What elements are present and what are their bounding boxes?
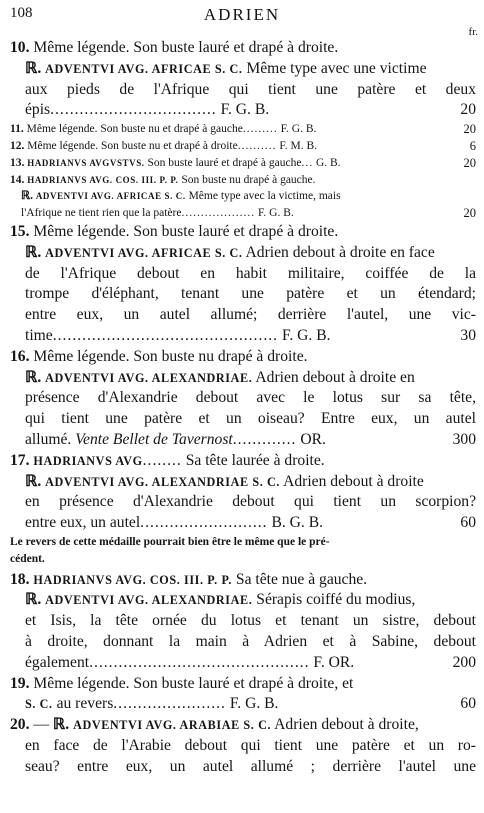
- entry-line: [10, 590, 476, 611]
- entry-number: 11.: [10, 123, 24, 136]
- entry-line: entre eux, un autel allumé; derrière l'autel, une vic-: [25, 306, 476, 324]
- description-text: Son buste nu drapé à gauche.: [178, 173, 316, 186]
- legend-text: HADRIANVS AVG. COS. III. P. P.: [27, 174, 179, 185]
- legend-text: ADVENTVI AVG. ALEXANDRIAE.: [45, 370, 253, 385]
- entry-line: [10, 326, 476, 347]
- legend-text: S. C.: [25, 697, 53, 712]
- entry-line: [10, 472, 476, 493]
- catalogue-note: [10, 534, 476, 568]
- entry-number: 20.: [10, 716, 30, 734]
- reverse-mark: ℝ.: [25, 368, 42, 386]
- metal-size: B. G. B.: [271, 514, 323, 532]
- catalogue-entry-11: [10, 121, 476, 138]
- catalogue-entry-10: [10, 38, 476, 121]
- catalogue-entry-15: [10, 222, 476, 347]
- entry-number: 14.: [10, 173, 25, 186]
- price-value: 6: [469, 138, 476, 153]
- note-line: Le revers de cette médaille pourrait bien être le même que le pré-: [10, 535, 330, 548]
- description-text: Même type avec une victime: [242, 59, 427, 77]
- entry-line: [10, 347, 476, 368]
- metal-size: F. G. B.: [229, 695, 279, 713]
- legend-text: ADVENTVI AVG. AFRICAE S. C.: [35, 191, 186, 202]
- entry-line: à droite, donnant la main à Adrien et à Sabine, debout: [25, 632, 476, 650]
- leader-dots: ..................................: [50, 101, 217, 119]
- legend-text: ADVENTVI AVG. ARABIAE S. C.: [73, 718, 272, 733]
- entry-line: [10, 674, 476, 695]
- entry-line: qui tient une patère et un oiseau? Entre eux, un autel: [25, 410, 476, 428]
- price-value: 300: [452, 430, 476, 448]
- reverse-mark: ℝ.: [21, 190, 33, 203]
- description-text: Même type avec la victime, mais: [185, 190, 341, 203]
- legend-text: ADVENTVI AVG. ALEXANDRIAE.: [45, 593, 253, 608]
- page-number: 108: [10, 5, 33, 21]
- leader-dots: .......................: [113, 695, 226, 713]
- catalogue-entry-12: [10, 138, 476, 155]
- entry-number: 19.: [10, 674, 30, 692]
- leader-dots: ..........: [237, 139, 277, 152]
- obverse-text: Même légende. Son buste nu drapé à droite.: [33, 347, 308, 365]
- metal-size: F. G. B.: [220, 101, 270, 119]
- catalogue-entry-17: [10, 451, 476, 534]
- obverse-text: Même légende. Son buste lauré et drapé à droite.: [33, 222, 339, 240]
- entry-line: [10, 694, 476, 715]
- price-value: 200: [452, 653, 476, 671]
- obverse-text: Sa tête laurée à droite.: [181, 451, 325, 469]
- entry-line: de l'Afrique debout en habit militaire, coiffée de la: [25, 264, 476, 282]
- description-text: Adrien debout à droite: [280, 472, 424, 490]
- entry-line: [10, 138, 476, 155]
- entry-number: 16.: [10, 347, 30, 365]
- description-text: également: [25, 653, 90, 671]
- entry-line: [10, 38, 476, 59]
- obverse-text: Sa tête nue à gauche.: [232, 570, 368, 588]
- price-value: 30: [460, 326, 476, 344]
- reverse-mark: ℝ.: [25, 591, 42, 609]
- price-value: 60: [460, 514, 476, 532]
- entry-line: en présence d'Alexandrie debout qui tient un scorpion?: [25, 493, 476, 511]
- reverse-mark: ℝ.: [25, 59, 42, 77]
- metal-size: F. G. B.: [281, 326, 331, 344]
- description-text: Sérapis coiffé du modius,: [252, 591, 416, 609]
- entry-line: [10, 513, 476, 534]
- entry-line: [10, 59, 476, 80]
- entry-line: [10, 430, 476, 451]
- metal-size: G. B.: [315, 156, 341, 169]
- catalogue-entry-13: [10, 155, 476, 172]
- description-text: time: [25, 326, 53, 344]
- note-line: cédent.: [10, 552, 45, 565]
- leader-dots: ...................: [181, 207, 256, 220]
- description-text: Adrien debout à droite en: [252, 368, 415, 386]
- entry-number: 13.: [10, 156, 25, 169]
- catalogue-content: [10, 38, 476, 777]
- price-value: 60: [460, 695, 476, 713]
- page-header: [8, 5, 476, 27]
- entry-line: aux pieds de l'Afrique qui tient une patère et deux: [25, 80, 476, 98]
- sale-reference: Vente Bellet de Tavernost: [75, 430, 233, 448]
- leader-dots: .........: [242, 123, 278, 136]
- legend-text: HADRIANVS AVGVSTVS.: [27, 157, 145, 168]
- leader-dots: .............: [232, 430, 297, 448]
- legend-text: HADRIANVS AVG: [33, 453, 143, 468]
- leader-dots: ..........................: [140, 514, 268, 532]
- obverse-text: Même légende. Son buste lauré et drapé à droite, et: [33, 674, 354, 692]
- description-text: l'Afrique ne tient rien que la patère: [21, 207, 182, 220]
- catalogue-entry-16: [10, 347, 476, 451]
- entry-number: 12.: [10, 139, 25, 152]
- catalogue-entry-20: [10, 715, 476, 777]
- description-text: Son buste lauré et drapé à gauche: [144, 156, 302, 169]
- leader-dots: ...: [301, 156, 314, 169]
- entry-line: [10, 368, 476, 389]
- entry-line: [10, 121, 476, 138]
- metal-size: F. M. B.: [279, 139, 318, 152]
- price-value: 20: [463, 122, 476, 137]
- description-text: allumé.: [25, 430, 72, 448]
- legend-text: ADVENTVI AVG. AFRICAE S. C.: [45, 245, 243, 260]
- metal-size: F. G. B.: [257, 207, 294, 220]
- entry-line: [10, 715, 476, 736]
- leader-dots: ..............................................: [52, 326, 279, 344]
- catalogue-entry-14: [10, 172, 476, 222]
- description-text: Même légende. Son buste nu et drapé à gauche: [26, 123, 243, 136]
- leader-dots: ........: [142, 451, 182, 469]
- description-text: au revers: [52, 695, 114, 713]
- obverse-text: Même légende. Son buste lauré et drapé à droite.: [33, 39, 339, 56]
- entry-number: 18.: [10, 570, 30, 588]
- metal-size: OR.: [300, 430, 326, 448]
- reverse-mark: ℝ.: [52, 716, 70, 734]
- entry-line: trompe d'éléphant, tenant une patère et un étendard;: [25, 285, 476, 303]
- reverse-mark: ℝ.: [25, 243, 42, 261]
- entry-line: [10, 100, 476, 121]
- metal-size: F. OR.: [313, 653, 355, 671]
- entry-line: [10, 570, 476, 591]
- description-text: entre eux, un autel: [25, 514, 141, 532]
- entry-line: [10, 222, 476, 243]
- catalogue-entry-18: [10, 570, 476, 674]
- description-text: épis: [25, 101, 51, 119]
- entry-line: en face de l'Arabie debout qui tient une patère et un ro-: [25, 736, 476, 754]
- description-text: Adrien debout à droite en face: [242, 243, 435, 261]
- price-value: 20: [460, 101, 476, 119]
- entry-line: [10, 188, 476, 205]
- entry-line: et Isis, la tête ornée du lotus et tenant un sistre, debout: [25, 612, 476, 630]
- description-text: Adrien debout à droite,: [271, 716, 419, 734]
- entry-line: seau? entre eux, un autel allumé ; derrière l'autel une: [25, 757, 476, 775]
- dash: —: [33, 716, 49, 734]
- entry-line: [10, 172, 476, 189]
- legend-text: HADRIANVS AVG. COS. III. P. P.: [33, 572, 232, 587]
- legend-text: ADVENTVI AVG. AFRICAE S. C.: [45, 61, 243, 76]
- leader-dots: .............................................: [89, 653, 310, 671]
- legend-text: ADVENTVI AVG. ALEXANDRIAE S. C.: [45, 474, 281, 489]
- entry-line: [10, 205, 476, 222]
- entry-number: 15.: [10, 222, 30, 240]
- price-value: 20: [463, 155, 476, 170]
- reverse-mark: ℝ.: [25, 472, 42, 490]
- entry-line: présence d'Alexandrie debout avec le lotus sur sa tête,: [25, 389, 476, 407]
- catalogue-entry-19: [10, 674, 476, 716]
- entry-line: [10, 653, 476, 674]
- entry-line: [10, 243, 476, 264]
- entry-number: 10.: [10, 39, 30, 56]
- value-column-unit: fr.: [468, 26, 478, 38]
- entry-line: [10, 451, 476, 472]
- running-title: ADRIEN: [203, 5, 281, 24]
- price-value: 20: [463, 206, 476, 221]
- entry-line: [10, 155, 476, 172]
- entry-number: 17.: [10, 451, 30, 469]
- metal-size: F. G. B.: [280, 123, 317, 136]
- description-text: Même légende. Son buste nu et drapé à droite: [27, 139, 238, 152]
